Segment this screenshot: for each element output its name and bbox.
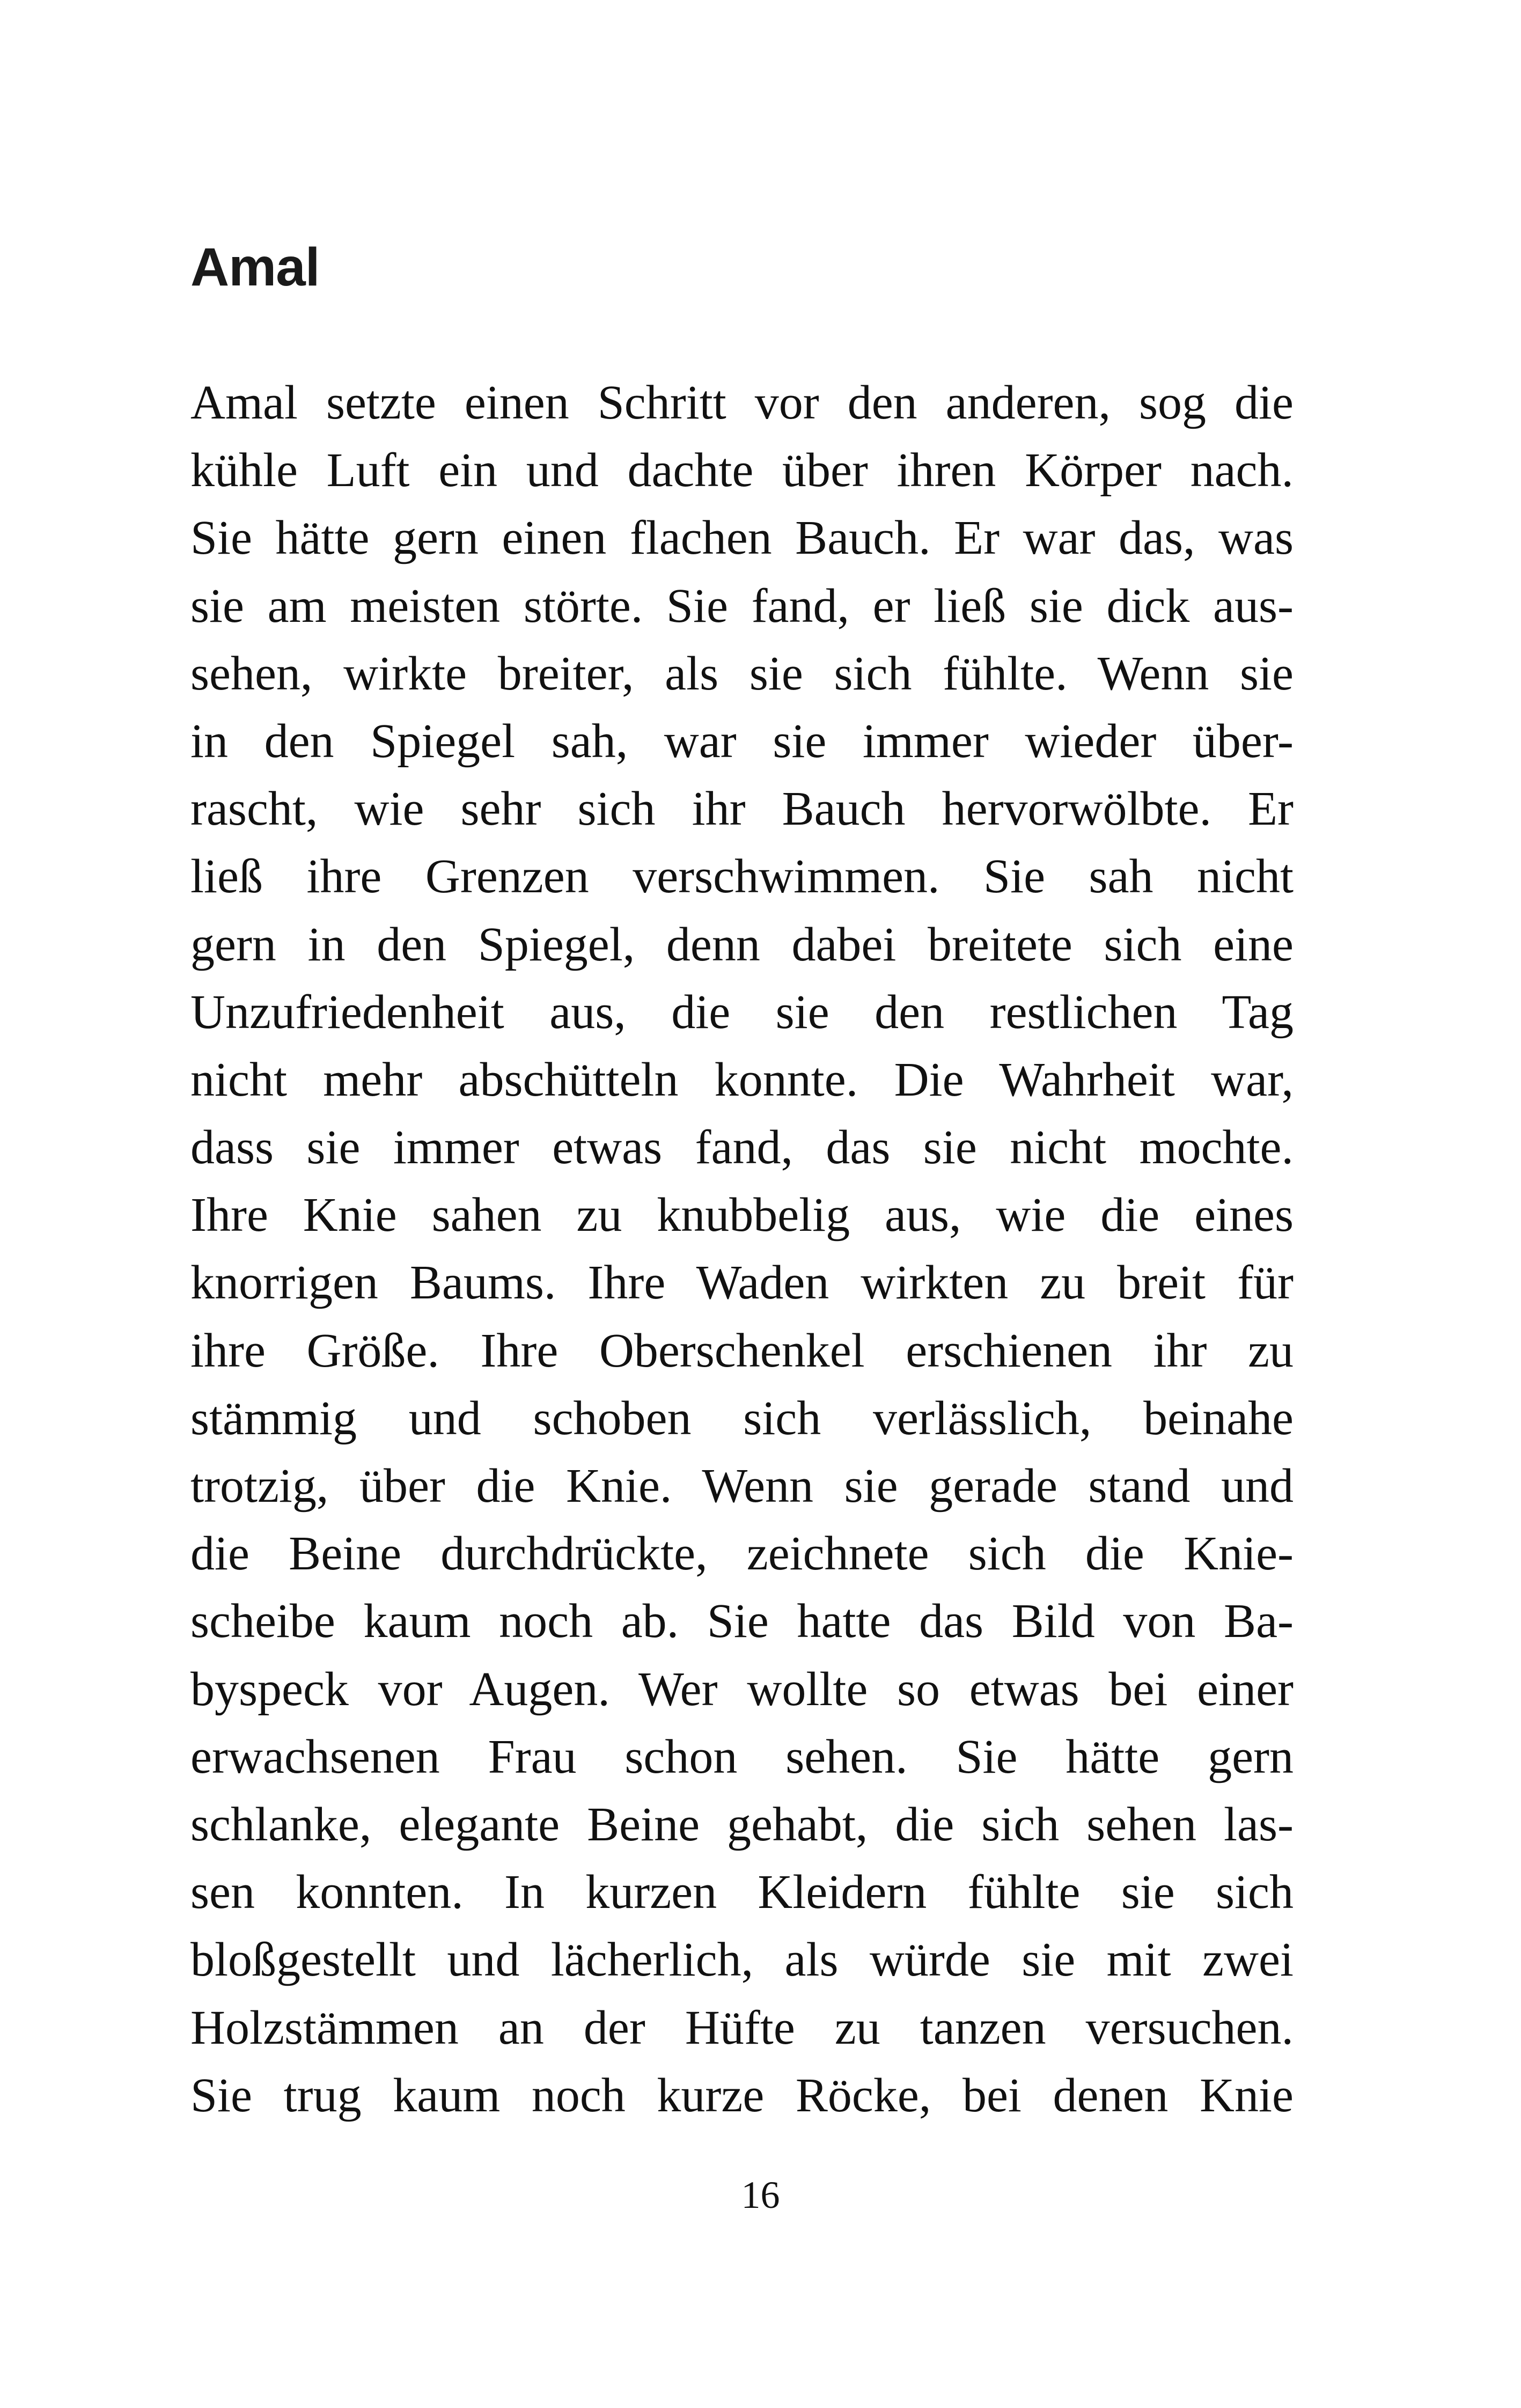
chapter-title: Amal [190, 237, 320, 297]
text-line: ihre Größe. Ihre Oberschenkel erschienen ihr zu [190, 1324, 1294, 1377]
text-line: kühle Luft ein und dachte über ihren Körper nach. [190, 444, 1294, 497]
body-text [190, 369, 1294, 2130]
text-line: sehen, wirkte breiter, als sie sich fühlte. Wenn sie [190, 647, 1294, 700]
text-line: Sie hätte gern einen flachen Bauch. Er war das, was [190, 511, 1294, 565]
text-line: Holzstämmen an der Hüfte zu tanzen versuchen. [190, 2001, 1294, 2054]
text-line: Sie trug kaum noch kurze Röcke, bei denen Knie [190, 2068, 1294, 2122]
text-line: byspeck vor Augen. Wer wollte so etwas bei einer [190, 1662, 1294, 1716]
text-line: schlanke, elegante Beine gehabt, die sich sehen las- [190, 1797, 1294, 1851]
text-line: Amal setzte einen Schritt vor den anderen, sog die [190, 376, 1294, 429]
text-line: sie am meisten störte. Sie fand, er ließ sie dick aus- [190, 579, 1294, 633]
text-line: trotzig, über die Knie. Wenn sie gerade stand und [190, 1459, 1294, 1513]
text-line: dass sie immer etwas fand, das sie nicht mochte. [190, 1121, 1294, 1174]
text-line: die Beine durchdrückte, zeichnete sich die Knie- [190, 1527, 1294, 1581]
text-line: knorrigen Baums. Ihre Waden wirkten zu breit für [190, 1256, 1294, 1310]
text-line: stämmig und schoben sich verlässlich, beinahe [190, 1391, 1294, 1445]
text-line: gern in den Spiegel, denn dabei breitete sich eine [190, 917, 1294, 971]
text-line: ließ ihre Grenzen verschwimmen. Sie sah nicht [190, 850, 1294, 904]
text-line: in den Spiegel sah, war sie immer wieder über- [190, 714, 1294, 768]
text-line: erwachsenen Frau schon sehen. Sie hätte gern [190, 1730, 1294, 1783]
text-line: Unzufriedenheit aus, die sie den restlichen Tag [190, 985, 1294, 1039]
text-line: Ihre Knie sahen zu knubbelig aus, wie die eines [190, 1188, 1294, 1242]
text-line: bloßgestellt und lächerlich, als würde sie mit zwei [190, 1933, 1294, 1987]
text-line: rascht, wie sehr sich ihr Bauch hervorwölbte. Er [190, 782, 1294, 836]
text-line: nicht mehr abschütteln konnte. Die Wahrheit war, [190, 1053, 1294, 1106]
text-line: scheibe kaum noch ab. Sie hatte das Bild von Ba- [190, 1595, 1294, 1648]
page-number: 16 [741, 2174, 780, 2216]
text-line: sen konnten. In kurzen Kleidern fühlte sie sich [190, 1866, 1294, 1919]
